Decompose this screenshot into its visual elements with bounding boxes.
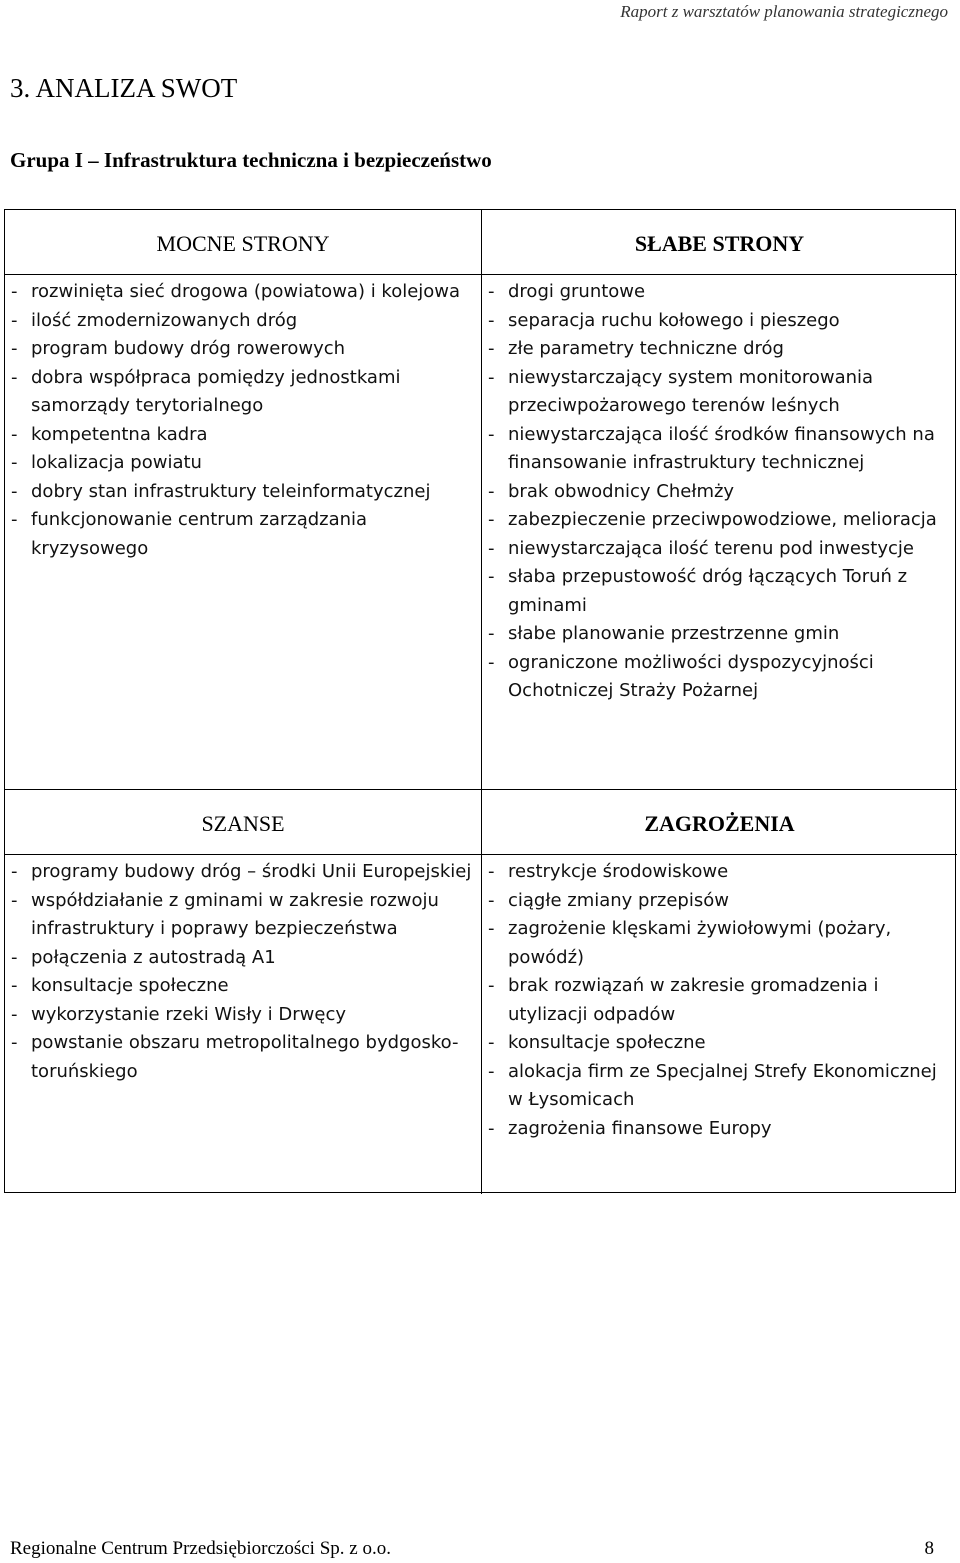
list-item: - program budowy dróg rowerowych	[5, 335, 481, 364]
list-item: - niewystarczający system monitorowania przeciwpożarowego terenów leśnych	[482, 364, 957, 421]
list-item: - słabe planowanie przestrzenne gmin	[482, 620, 957, 649]
list-item: - dobra współpraca pomiędzy jednostkami samorządy terytorialnego	[5, 364, 481, 421]
list-item: - niewystarczająca ilość środków finansowych na finansowanie infrastruktury technicznej	[482, 421, 957, 478]
running-header: Raport z warsztatów planowania strategicznego	[620, 2, 948, 21]
list-item: - zagrożenia finansowe Europy	[482, 1115, 957, 1144]
strengths-heading: MOCNE STRONY	[5, 210, 481, 275]
list-item: - wykorzystanie rzeki Wisły i Drwęcy	[5, 1001, 481, 1030]
list-item: - niewystarczająca ilość terenu pod inwestycje	[482, 535, 957, 564]
list-item: - kompetentna kadra	[5, 421, 481, 450]
list-item: - brak obwodnicy Chełmży	[482, 478, 957, 507]
threats-list	[482, 855, 957, 1143]
weaknesses-list	[482, 275, 957, 706]
threats-heading: ZAGROŻENIA	[482, 790, 957, 855]
list-item: - alokacja firm ze Specjalnej Strefy Ekonomicznej w Łysomicach	[482, 1058, 957, 1115]
list-item: - zabezpieczenie przeciwpowodziowe, melioracja	[482, 506, 957, 535]
opportunities-cell	[5, 790, 482, 1194]
list-item: - powstanie obszaru metropolitalnego bydgosko-toruńskiego	[5, 1029, 481, 1086]
list-item: - połączenia z autostradą A1	[5, 944, 481, 973]
list-item: - programy budowy dróg – środki Unii Europejskiej	[5, 858, 481, 887]
list-item: - dobry stan infrastruktury teleinformatycznej	[5, 478, 481, 507]
opportunities-list	[5, 855, 481, 1086]
weaknesses-heading: SŁABE STRONY	[482, 210, 957, 275]
threats-cell	[482, 790, 957, 1194]
strengths-cell	[5, 210, 482, 790]
list-item: - zagrożenie klęskami żywiołowymi (pożary, powódź)	[482, 915, 957, 972]
list-item: - konsultacje społeczne	[5, 972, 481, 1001]
list-item: - separacja ruchu kołowego i pieszego	[482, 307, 957, 336]
list-item: - słaba przepustowość dróg łączących Toruń z gminami	[482, 563, 957, 620]
list-item: - brak rozwiązań w zakresie gromadzenia i utylizacji odpadów	[482, 972, 957, 1029]
page-number: 8	[924, 1538, 934, 1559]
list-item: - współdziałanie z gminami w zakresie rozwoju infrastruktury i poprawy bezpieczeństwa	[5, 887, 481, 944]
section-title: 3. ANALIZA SWOT	[10, 73, 238, 103]
list-item: - drogi gruntowe	[482, 278, 957, 307]
swot-table	[4, 209, 956, 1193]
list-item: - funkcjonowanie centrum zarządzania kryzysowego	[5, 506, 481, 563]
footer-organization: Regionalne Centrum Przedsiębiorczości Sp. z o.o.	[10, 1538, 391, 1559]
list-item: - złe parametry techniczne dróg	[482, 335, 957, 364]
weaknesses-cell	[482, 210, 957, 790]
opportunities-heading: SZANSE	[5, 790, 481, 855]
list-item: - lokalizacja powiatu	[5, 449, 481, 478]
strengths-list	[5, 275, 481, 563]
list-item: - konsultacje społeczne	[482, 1029, 957, 1058]
list-item: - restrykcje środowiskowe	[482, 858, 957, 887]
list-item: - rozwinięta sieć drogowa (powiatowa) i kolejowa	[5, 278, 481, 307]
group-title: Grupa I – Infrastruktura techniczna i bezpieczeństwo	[10, 148, 492, 172]
list-item: - ilość zmodernizowanych dróg	[5, 307, 481, 336]
list-item: - ograniczone możliwości dyspozycyjności Ochotniczej Straży Pożarnej	[482, 649, 957, 706]
list-item: - ciągłe zmiany przepisów	[482, 887, 957, 916]
